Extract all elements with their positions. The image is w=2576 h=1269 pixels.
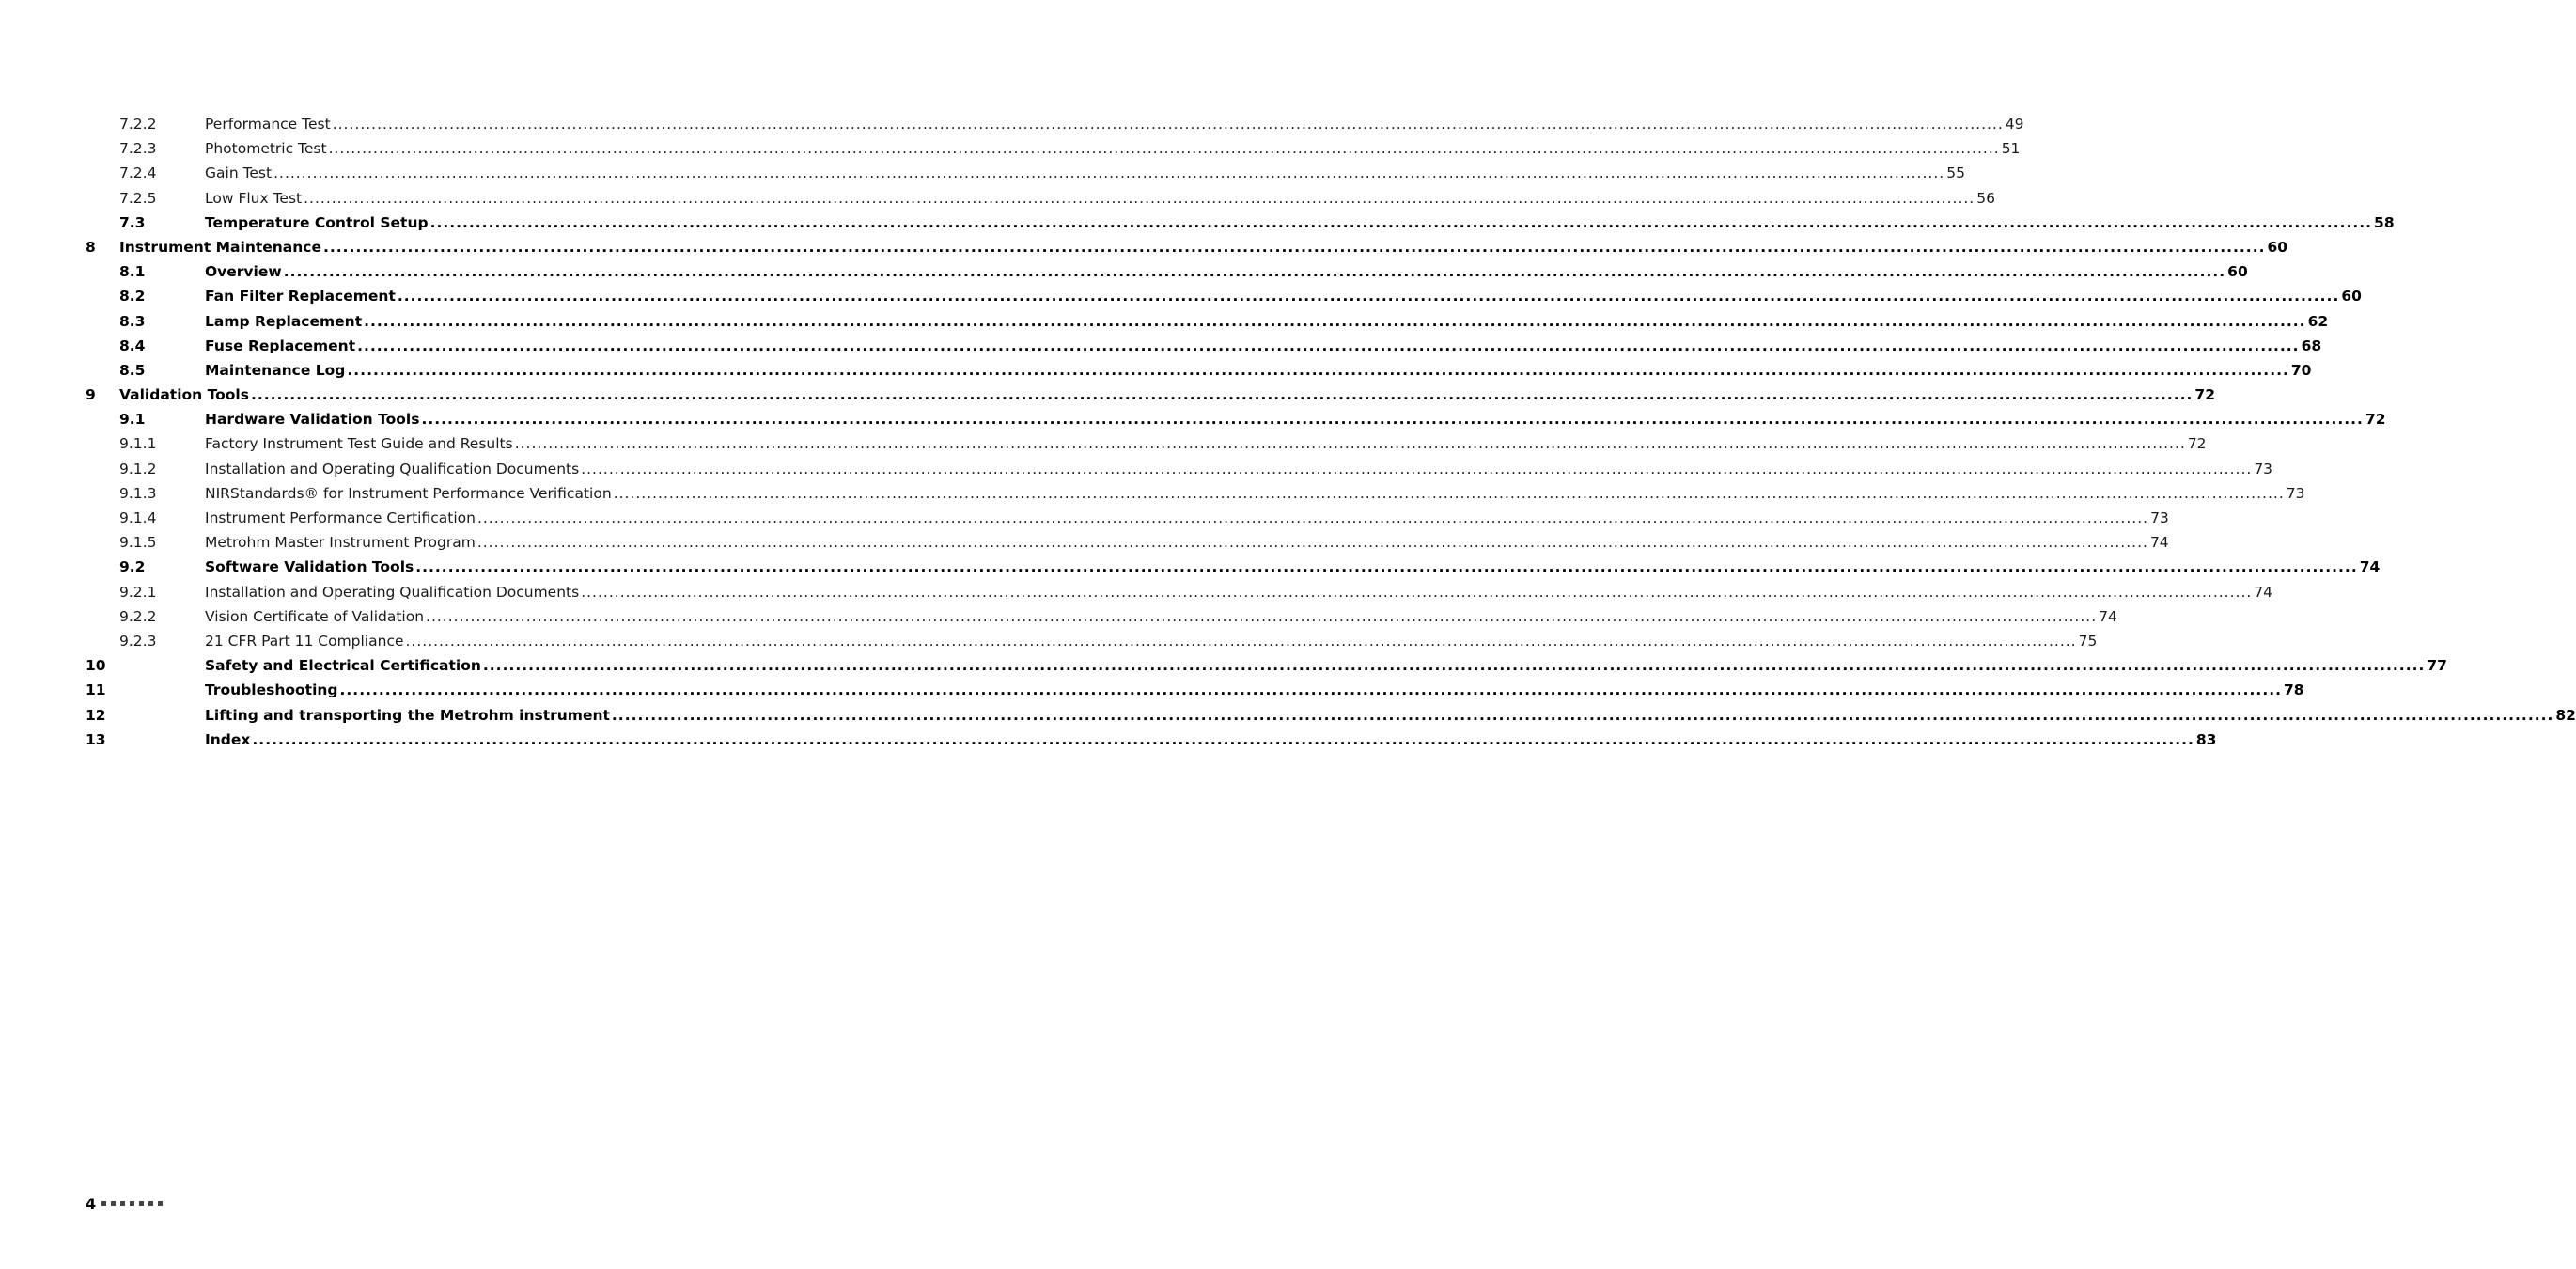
toc-entry-title: Lamp Replacement bbox=[205, 312, 363, 330]
toc-entry-title: Installation and Operating Qualification Documents bbox=[205, 460, 580, 478]
toc-entry-number: 9.1.3 bbox=[119, 484, 157, 502]
toc-entry-number: 8.2 bbox=[119, 288, 146, 306]
toc-dot-leader: ............................................................................................................................................................................................................................................................................................................ bbox=[283, 263, 2226, 281]
toc-entry-number: 9.1.1 bbox=[119, 435, 157, 453]
toc-entry-number: 9.1.4 bbox=[119, 509, 157, 526]
toc-entry-number: 8.4 bbox=[119, 337, 146, 354]
toc-entry[interactable] bbox=[0, 457, 2273, 481]
toc-entry-title: Installation and Operating Qualification Documents bbox=[205, 583, 580, 601]
toc-entry-page: 74 bbox=[2254, 583, 2273, 601]
toc-entry-number: 11 bbox=[86, 682, 106, 699]
toc-entry-number: 7.2.2 bbox=[119, 116, 157, 133]
toc-entry-title: Instrument Performance Certification bbox=[205, 509, 476, 526]
footer-square-icon bbox=[158, 1201, 163, 1206]
toc-dot-leader: ............................................................................................................................................................................................................................................................................................................ bbox=[347, 361, 2289, 379]
toc-entry-page: 56 bbox=[1976, 189, 1995, 207]
toc-dot-leader: ............................................................................................................................................................................................................................................................................................................ bbox=[613, 484, 2285, 502]
toc-entry[interactable] bbox=[0, 653, 2447, 678]
toc-entry-title: Metrohm Master Instrument Program bbox=[205, 534, 476, 552]
toc-entry[interactable] bbox=[0, 703, 2576, 728]
toc-entry-page: 73 bbox=[2254, 460, 2273, 478]
toc-entry-title: Factory Instrument Test Guide and Results bbox=[205, 435, 513, 453]
toc-dot-leader: ............................................................................................................................................................................................................................................................................................................ bbox=[476, 509, 2149, 526]
toc-entry[interactable] bbox=[0, 161, 1965, 185]
toc-dot-leader: ............................................................................................................................................................................................................................................................................................................ bbox=[581, 583, 2253, 601]
footer-square-icon bbox=[101, 1201, 106, 1206]
toc-entry[interactable] bbox=[0, 555, 2381, 579]
toc-entry-number: 9 bbox=[86, 386, 96, 404]
toc-entry-number: 12 bbox=[86, 706, 106, 724]
toc-entry-page: 78 bbox=[2284, 682, 2304, 699]
toc-entry-number: 7.3 bbox=[119, 213, 146, 231]
table-of-contents bbox=[0, 112, 2576, 752]
toc-entry-number: 7.2.4 bbox=[119, 164, 157, 182]
page-footer bbox=[86, 1192, 167, 1214]
toc-entry[interactable] bbox=[0, 383, 2215, 407]
footer-square-icon bbox=[111, 1201, 116, 1206]
toc-entry[interactable] bbox=[0, 334, 2322, 358]
toc-dot-leader: ............................................................................................................................................................................................................................................................................................................ bbox=[426, 607, 2098, 625]
toc-dot-leader: ............................................................................................................................................................................................................................................................................................................ bbox=[252, 730, 2194, 748]
toc-entry[interactable] bbox=[0, 629, 2098, 653]
toc-entry-number: 9.2.3 bbox=[119, 632, 157, 650]
toc-dot-leader: ............................................................................................................................................................................................................................................................................................................ bbox=[581, 460, 2253, 478]
toc-entry-title: Temperature Control Setup bbox=[205, 213, 429, 231]
toc-entry-title: Performance Test bbox=[205, 116, 331, 133]
footer-square-icon bbox=[120, 1201, 125, 1206]
toc-entry-title: Instrument Maintenance bbox=[119, 238, 322, 256]
toc-dot-leader: ............................................................................................................................................................................................................................................................................................................ bbox=[357, 337, 2300, 354]
toc-entry-number: 8 bbox=[86, 238, 96, 256]
toc-entry-title: Troubleshooting bbox=[205, 682, 338, 699]
toc-dot-leader: ............................................................................................................................................................................................................................................................................................................ bbox=[611, 706, 2554, 724]
toc-entry[interactable] bbox=[0, 284, 2362, 308]
toc-entry-page: 74 bbox=[2359, 558, 2381, 576]
toc-entry-page: 73 bbox=[2286, 484, 2305, 502]
toc-dot-leader: ............................................................................................................................................................................................................................................................................................................ bbox=[482, 657, 2426, 675]
toc-entry-title: NIRStandards® for Instrument Performance Verification bbox=[205, 484, 612, 502]
toc-entry-page: 55 bbox=[1946, 164, 1965, 182]
toc-entry-title: 21 CFR Part 11 Compliance bbox=[205, 632, 404, 650]
toc-dot-leader: ............................................................................................................................................................................................................................................................................................................ bbox=[421, 411, 2364, 429]
toc-entry-page: 51 bbox=[2001, 140, 2021, 158]
toc-dot-leader: ............................................................................................................................................................................................................................................................................................................ bbox=[273, 164, 1945, 182]
footer-square-icon bbox=[139, 1201, 144, 1206]
toc-dot-leader: ............................................................................................................................................................................................................................................................................................................ bbox=[328, 140, 2000, 158]
toc-entry-title: Fan Filter Replacement bbox=[205, 288, 396, 306]
toc-entry-title: Gain Test bbox=[205, 164, 273, 182]
toc-entry-number: 9.2.1 bbox=[119, 583, 157, 601]
toc-entry[interactable] bbox=[0, 506, 2169, 530]
toc-entry-page: 75 bbox=[2078, 632, 2098, 650]
toc-entry-title: Photometric Test bbox=[205, 140, 327, 158]
toc-dot-leader: ............................................................................................................................................................................................................................................................................................................ bbox=[323, 238, 2266, 256]
toc-entry-number: 8.1 bbox=[119, 263, 146, 281]
toc-dot-leader: ............................................................................................................................................................................................................................................................................................................ bbox=[250, 386, 2194, 404]
toc-entry-title: Software Validation Tools bbox=[205, 558, 414, 576]
toc-entry-number: 10 bbox=[86, 657, 106, 675]
toc-entry-title: Maintenance Log bbox=[205, 361, 346, 379]
toc-entry-page: 62 bbox=[2307, 312, 2329, 330]
toc-entry[interactable] bbox=[0, 136, 2021, 161]
toc-entry-title: Overview bbox=[205, 263, 282, 281]
toc-entry-title: Index bbox=[205, 730, 251, 748]
toc-entry-title: Vision Certificate of Validation bbox=[205, 607, 425, 625]
toc-entry[interactable] bbox=[0, 358, 2312, 383]
toc-entry-number: 7.2.5 bbox=[119, 189, 157, 207]
toc-dot-leader: ............................................................................................................................................................................................................................................................................................................ bbox=[304, 189, 1975, 207]
toc-entry[interactable] bbox=[0, 481, 2305, 506]
toc-dot-leader: ............................................................................................................................................................................................................................................................................................................ bbox=[405, 632, 2077, 650]
toc-entry[interactable] bbox=[0, 580, 2273, 604]
toc-entry[interactable] bbox=[0, 678, 2304, 702]
toc-entry[interactable] bbox=[0, 186, 1995, 211]
toc-entry[interactable] bbox=[0, 530, 2169, 555]
toc-dot-leader: ............................................................................................................................................................................................................................................................................................................ bbox=[429, 213, 2373, 231]
toc-entry-number: 9.2.2 bbox=[119, 607, 157, 625]
toc-entry-page: 82 bbox=[2555, 706, 2576, 724]
toc-entry-page: 58 bbox=[2374, 213, 2395, 231]
toc-dot-leader: ............................................................................................................................................................................................................................................................................................................ bbox=[476, 534, 2148, 552]
footer-page-number: 4 bbox=[86, 1194, 97, 1213]
footer-square-icon bbox=[148, 1201, 153, 1206]
footer-square-icon bbox=[130, 1201, 134, 1206]
toc-entry-number: 9.1.2 bbox=[119, 460, 157, 478]
toc-entry-title: Fuse Replacement bbox=[205, 337, 356, 354]
toc-entry[interactable] bbox=[0, 112, 2024, 136]
toc-entry[interactable] bbox=[0, 431, 2207, 456]
toc-entry-number: 9.2 bbox=[119, 558, 146, 576]
toc-entry-number: 9.1.5 bbox=[119, 534, 157, 552]
toc-entry-page: 72 bbox=[2187, 435, 2207, 453]
toc-entry[interactable] bbox=[0, 728, 2217, 752]
toc-entry-number: 8.5 bbox=[119, 361, 146, 379]
toc-entry[interactable] bbox=[0, 604, 2117, 629]
toc-entry-page: 83 bbox=[2195, 730, 2217, 748]
toc-entry-page: 74 bbox=[2099, 607, 2117, 625]
toc-dot-leader: ............................................................................................................................................................................................................................................................................................................ bbox=[415, 558, 2358, 576]
toc-entry[interactable] bbox=[0, 235, 2288, 259]
toc-entry-page: 68 bbox=[2301, 337, 2322, 354]
toc-entry-title: Lifting and transporting the Metrohm instrument bbox=[205, 706, 610, 724]
toc-entry-page: 72 bbox=[2365, 411, 2386, 429]
toc-entry[interactable] bbox=[0, 259, 2248, 284]
toc-entry-number: 8.3 bbox=[119, 312, 146, 330]
toc-entry-number: 13 bbox=[86, 730, 106, 748]
toc-entry-number: 7.2.3 bbox=[119, 140, 157, 158]
toc-entry-page: 72 bbox=[2194, 386, 2215, 404]
toc-dot-leader: ............................................................................................................................................................................................................................................................................................................ bbox=[514, 435, 2186, 453]
toc-dot-leader: ............................................................................................................................................................................................................................................................................................................ bbox=[364, 312, 2306, 330]
toc-dot-leader: ............................................................................................................................................................................................................................................................................................................ bbox=[339, 682, 2282, 699]
toc-dot-leader: ............................................................................................................................................................................................................................................................................................................ bbox=[397, 288, 2340, 306]
toc-entry-page: 70 bbox=[2290, 361, 2312, 379]
toc-entry[interactable] bbox=[0, 309, 2329, 334]
toc-entry[interactable] bbox=[0, 211, 2395, 235]
toc-entry-page: 77 bbox=[2427, 657, 2447, 675]
toc-entry[interactable] bbox=[0, 407, 2386, 431]
toc-entry-number: 9.1 bbox=[119, 411, 146, 429]
toc-entry-page: 73 bbox=[2150, 509, 2169, 526]
toc-entry-title: Validation Tools bbox=[119, 386, 249, 404]
toc-entry-page: 60 bbox=[2341, 288, 2362, 306]
toc-entry-title: Safety and Electrical Certification bbox=[205, 657, 481, 675]
toc-entry-page: 60 bbox=[2227, 263, 2248, 281]
toc-entry-page: 60 bbox=[2267, 238, 2288, 256]
toc-dot-leader: ............................................................................................................................................................................................................................................................................................................ bbox=[332, 116, 2004, 133]
toc-entry-title: Low Flux Test bbox=[205, 189, 303, 207]
toc-entry-page: 49 bbox=[2005, 116, 2024, 133]
toc-entry-title: Hardware Validation Tools bbox=[205, 411, 420, 429]
toc-entry-page: 74 bbox=[2149, 534, 2169, 552]
